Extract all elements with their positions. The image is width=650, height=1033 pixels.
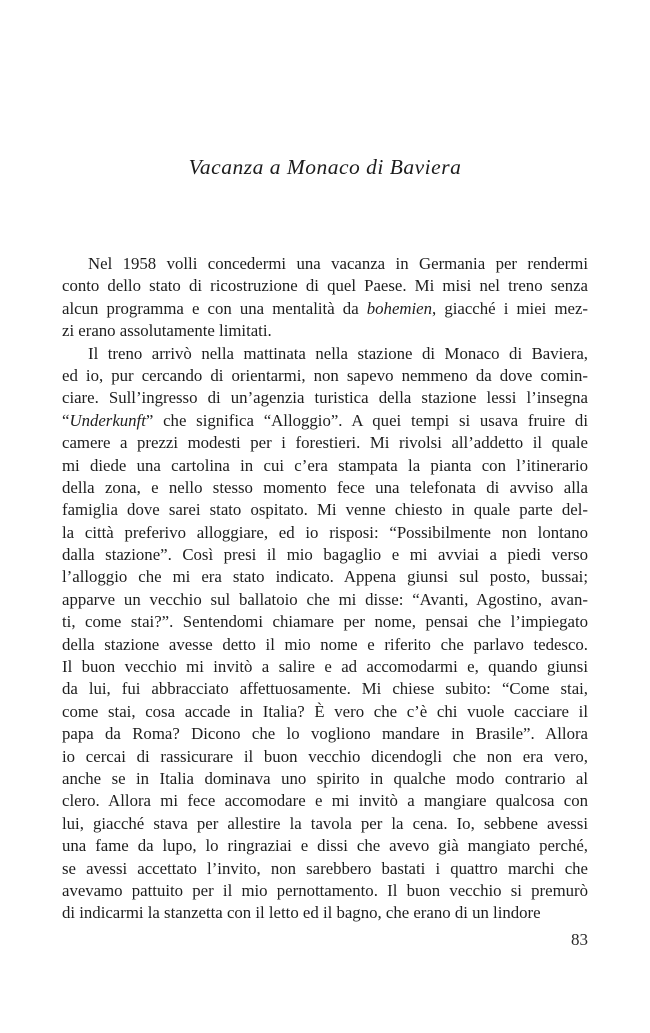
- text-line: [62, 858, 588, 880]
- text-line: [62, 566, 588, 588]
- text-line: [62, 298, 588, 320]
- text-line: [62, 723, 588, 745]
- text-segment: ed io, pur cercando di orientarmi, non sapevo nemmeno da dove comin-: [62, 365, 588, 385]
- text-segment: alcun programma e con una mentalità da: [62, 298, 367, 318]
- text-segment: Il treno arrivò nella mattinata nella stazione di Monaco di Baviera,: [88, 343, 588, 363]
- text-line: [62, 790, 588, 812]
- text-line: [62, 634, 588, 656]
- text-line: [62, 746, 588, 768]
- text-segment: ciare. Sull’ingresso di un’agenzia turistica della stazione lessi l’insegna: [62, 388, 588, 408]
- text-segment: apparve un vecchio sul ballatoio che mi disse: “Avanti, Agostino, avan-: [62, 589, 588, 609]
- body-text: [62, 253, 588, 925]
- text-line: [62, 835, 588, 857]
- text-segment: della stazione avesse detto il mio nome e riferito che parlavo tedesco.: [62, 634, 588, 654]
- text-segment: anche se in Italia dominava uno spirito in qualche modo contrario al: [62, 768, 588, 788]
- text-segment: ti, come stai?”. Sentendomi chiamare per nome, pensai che l’impiegato: [62, 612, 588, 632]
- text-line: [62, 589, 588, 611]
- text-line: [62, 611, 588, 633]
- text-line: [62, 902, 588, 924]
- text-line: [62, 410, 588, 432]
- text-segment: zi erano assolutamente limitati.: [62, 321, 272, 341]
- text-segment: l’alloggio che mi era stato indicato. Appena giunsi sul posto, bussai;: [62, 567, 588, 587]
- text-segment: mi diede una cartolina in cui c’era stampata la pianta con l’itinerario: [62, 455, 588, 475]
- text-line: [62, 387, 588, 409]
- text-line: [62, 522, 588, 544]
- text-segment: avevamo pattuito per il mio pernottamento. Il buon vecchio si premurò: [62, 880, 588, 900]
- text-line: [62, 768, 588, 790]
- text-segment: Nel 1958 volli concedermi una vacanza in Germania per rendermi: [88, 254, 588, 273]
- text-segment: clero. Allora mi fece accomodare e mi invitò a mangiare qualcosa con: [62, 791, 588, 811]
- text-segment: conto dello stato di ricostruzione di quel Paese. Mi misi nel treno senza: [62, 276, 588, 296]
- text-segment: ” che significa “Alloggio”. A quei tempi si usava fruire di: [145, 410, 588, 430]
- paragraph: [62, 343, 588, 925]
- text-line: [62, 343, 588, 365]
- italic-text-segment: bohemien: [366, 298, 433, 318]
- text-line: [62, 544, 588, 566]
- paragraph: [62, 253, 588, 343]
- italic-text-segment: Underkunft: [69, 410, 146, 430]
- page-number: 83: [571, 930, 588, 949]
- text-line: [62, 701, 588, 723]
- text-line: [62, 656, 588, 678]
- text-segment: se avessi accettato l’invito, non sarebbero bastati i quattro marchi che: [62, 858, 588, 878]
- text-line: [62, 455, 588, 477]
- text-line: [62, 365, 588, 387]
- text-segment: di indicarmi la stanzetta con il letto ed il bagno, che erano di un lindore: [62, 903, 541, 923]
- text-line: [62, 253, 588, 275]
- text-line: [62, 432, 588, 454]
- text-line: [62, 320, 588, 342]
- text-segment: famiglia dove sarei stato ospitato. Mi venne chiesto in quale parte del-: [62, 500, 588, 520]
- text-segment: come stai, cosa accade in Italia? È vero che c’è chi vuole cacciare il: [62, 701, 588, 721]
- text-segment: lui, giacché stava per allestire la tavola per la cena. Io, sebbene avessi: [62, 813, 588, 833]
- text-line: [62, 678, 588, 700]
- text-segment: “: [62, 410, 70, 430]
- text-segment: , giacché i miei mez-: [432, 298, 588, 318]
- text-segment: la città preferivo alloggiare, ed io risposi: “Possibilmente non lontano: [62, 522, 588, 542]
- text-segment: dalla stazione”. Così presi il mio bagaglio e mi avviai a piedi verso: [62, 545, 588, 565]
- text-segment: della zona, e nello stesso momento fece una telefonata di avviso alla: [62, 477, 588, 497]
- chapter-title: Vacanza a Monaco di Baviera: [188, 155, 462, 179]
- text-line: [62, 813, 588, 835]
- text-line: [62, 477, 588, 499]
- text-segment: io cercai di rassicurare il buon vecchio dicendogli che non era vero,: [62, 746, 588, 766]
- text-segment: da lui, fui abbracciato affettuosamente. Mi chiese subito: “Come stai,: [62, 679, 588, 699]
- text-segment: una fame da lupo, lo ringraziai e dissi che avevo già mangiato perché,: [62, 836, 588, 856]
- text-segment: Il buon vecchio mi invitò a salire e ad accomodarmi e, quando giunsi: [62, 657, 588, 677]
- text-line: [62, 880, 588, 902]
- text-line: [62, 499, 588, 521]
- text-segment: papa da Roma? Dicono che lo vogliono mandare in Brasile”. Allora: [62, 724, 588, 744]
- text-segment: camere a prezzi modesti per i forestieri. Mi rivolsi all’addetto il quale: [62, 433, 588, 453]
- text-line: [62, 275, 588, 297]
